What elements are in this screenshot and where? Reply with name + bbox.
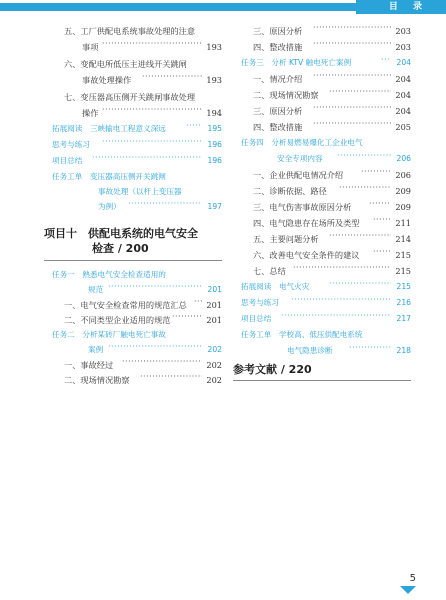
page-number: 5 [409, 573, 416, 584]
toc-entry[interactable]: 事项 ····· 193 [54, 40, 222, 54]
page-ref: 204 [395, 90, 411, 100]
toc-entry[interactable]: 电气隐患诊断 ····· 218 [243, 344, 411, 358]
toc-entry[interactable]: 项目总结 ····· 217 [243, 312, 411, 326]
toc-entry[interactable]: 任务工单 学校高、低压供配电系统 [241, 330, 363, 339]
toc-entry[interactable]: 五、工厂供配电系统事故处理的注意 [64, 26, 196, 36]
leader-dots [313, 21, 391, 35]
toc-entry[interactable]: 案例 ····· 202 [54, 343, 222, 357]
toc-entry[interactable]: 一、事故经过 ····· 202 [54, 358, 222, 372]
leader-dots [102, 135, 202, 149]
leader-dots [293, 261, 391, 275]
leader-dots [108, 280, 202, 294]
page-ref: 201 [206, 315, 222, 325]
page-ref: 203 [395, 42, 411, 52]
leader-dots [140, 370, 202, 384]
page-ref: 196 [207, 140, 222, 149]
page-ref: 211 [395, 218, 411, 228]
toc-entry[interactable]: 安全专项内容 ····· 206 [243, 152, 411, 166]
page-ref: 218 [396, 346, 411, 355]
leader-dots [369, 197, 391, 211]
leader-dots [349, 341, 391, 355]
leader-dots [313, 37, 391, 51]
toc-entry[interactable]: 项目总结 ····· 196 [54, 154, 222, 168]
leader-dots [128, 197, 202, 211]
leader-dots [142, 70, 202, 84]
toc-entry[interactable]: 任务二 分析某砖厂触电死亡事故 [52, 330, 166, 339]
leader-dots [329, 229, 391, 243]
toc-entry[interactable]: 四、整改措施 ····· 203 [243, 40, 411, 54]
page-ref: 204 [395, 74, 411, 84]
toc-entry[interactable]: 七、变压器高压侧开关跳闸事故处理 [64, 92, 196, 102]
toc-entry[interactable]: 二、诊断依据、路径 ····· 209 [243, 184, 411, 198]
toc-entry[interactable]: 四、电气隐患存在场所及类型 ····· 211 [243, 216, 411, 230]
page-ref: 206 [396, 154, 411, 163]
page-ref: 194 [206, 108, 222, 118]
toc-entry[interactable]: 事故处理操作 ····· 193 [54, 73, 222, 87]
page-ref: 202 [206, 375, 222, 385]
leader-dots [373, 213, 391, 227]
toc-entry[interactable]: 任务三 分析 KTV 触电死亡案例 ····· 204 [243, 56, 411, 70]
page-ref: 202 [206, 360, 222, 370]
page-ref: 209 [395, 202, 411, 212]
page-ref: 201 [207, 285, 222, 294]
leader-dots [108, 340, 202, 354]
toc-entry[interactable]: 任务工单 变压器高压侧开关跳闸 [52, 172, 166, 181]
leader-dots [186, 119, 202, 133]
page-ref: 196 [207, 156, 222, 165]
toc-entry[interactable]: 二、现场情况勘察 ····· 204 [243, 88, 411, 102]
toc-entry[interactable]: 四、整改措施 ····· 205 [243, 120, 411, 134]
toc-entry[interactable]: 思考与练习 ····· 216 [243, 296, 411, 310]
toc-entry[interactable]: 规范 ····· 201 [54, 283, 222, 297]
toc-entry[interactable]: 二、不同类型企业适用的规范 ····· 201 [54, 313, 222, 327]
page-ref: 204 [395, 106, 411, 116]
page-marker-triangle [400, 586, 416, 594]
toc-entry[interactable]: 任务四 分析易燃易爆化工企业电气 [241, 138, 363, 147]
page-ref: 193 [206, 42, 222, 52]
page-ref: 204 [396, 58, 411, 67]
leader-dots [329, 277, 391, 291]
chapter-title[interactable]: 项目十 供配电系统的电气安全 检查 / 200 [44, 227, 198, 255]
page-ref: 203 [395, 26, 411, 36]
page-ref: 217 [396, 314, 411, 323]
chapter-rule [44, 260, 222, 261]
references-heading[interactable]: 参考文献 / 220 [233, 363, 312, 376]
toc-entry[interactable]: 拓展阅读 电气火灾 ····· 215 [243, 280, 411, 294]
leader-dots [339, 181, 391, 195]
toc-entry[interactable]: 为例） ····· 197 [54, 200, 222, 214]
toc-entry[interactable]: 三、原因分析 ····· 203 [243, 24, 411, 38]
page-ref: 209 [395, 186, 411, 196]
page-ref: 215 [396, 282, 411, 291]
toc-entry[interactable]: 一、情况介绍 ····· 204 [243, 72, 411, 86]
toc-entry[interactable]: 五、主要问题分析 ····· 214 [243, 232, 411, 246]
header-bar [0, 0, 446, 14]
leader-dots [329, 85, 391, 99]
page-ref: 206 [395, 170, 411, 180]
leader-dots [122, 355, 202, 369]
leader-dots [373, 245, 391, 259]
toc-entry[interactable]: 一、企业供配电情况介绍 ····· 206 [243, 168, 411, 182]
toc-entry[interactable]: 三、原因分析 ····· 204 [243, 104, 411, 118]
page-title: 目 录 [388, 2, 428, 12]
toc-entry[interactable]: 任务一 熟悉电气安全检查适用的 [52, 270, 166, 279]
toc-entry[interactable]: 事故处理（以杆上变压器 [98, 187, 182, 196]
page-ref: 197 [207, 202, 222, 211]
leader-dots [291, 293, 391, 307]
page-ref: 201 [206, 300, 222, 310]
toc-entry[interactable]: 思考与练习 ····· 196 [54, 138, 222, 152]
toc-entry[interactable]: 二、现场情况勘察 ····· 202 [54, 373, 222, 387]
toc-entry[interactable]: 操作 ····· 194 [54, 106, 222, 120]
leader-dots [313, 117, 391, 131]
page-ref: 214 [395, 234, 411, 244]
leader-dots [194, 295, 202, 309]
leader-dots [172, 310, 202, 324]
leader-dots [281, 309, 391, 323]
toc-entry[interactable]: 三、电气伤害事故原因分析 ····· 209 [243, 200, 411, 214]
toc-entry[interactable]: 六、改善电气安全条件的建议 ····· 215 [243, 248, 411, 262]
header-stripe [0, 3, 356, 11]
leader-dots [92, 151, 202, 165]
leader-dots [361, 165, 391, 179]
leader-dots [102, 37, 202, 51]
leader-dots [337, 149, 391, 163]
leader-dots [381, 53, 391, 67]
page-ref: 205 [395, 122, 411, 132]
page-ref: 202 [207, 345, 222, 354]
leader-dots [313, 101, 391, 115]
toc-entry[interactable]: 一、电气安全检查常用的规范汇总 ····· 201 [54, 298, 222, 312]
page-ref: 195 [207, 124, 222, 133]
toc-entry[interactable]: 七、总结 ····· 215 [243, 264, 411, 278]
toc-entry[interactable]: 六、变配电所低压主进线开关跳闸 [64, 59, 187, 69]
page-ref: 215 [395, 250, 411, 260]
leader-dots [102, 103, 202, 117]
references-rule [233, 380, 411, 381]
page-ref: 193 [206, 75, 222, 85]
toc-entry[interactable]: 拓展阅读 三峡输电工程意义深远 ····· 195 [54, 122, 222, 136]
leader-dots [313, 69, 391, 83]
page-ref: 216 [396, 298, 411, 307]
page-ref: 215 [395, 266, 411, 276]
